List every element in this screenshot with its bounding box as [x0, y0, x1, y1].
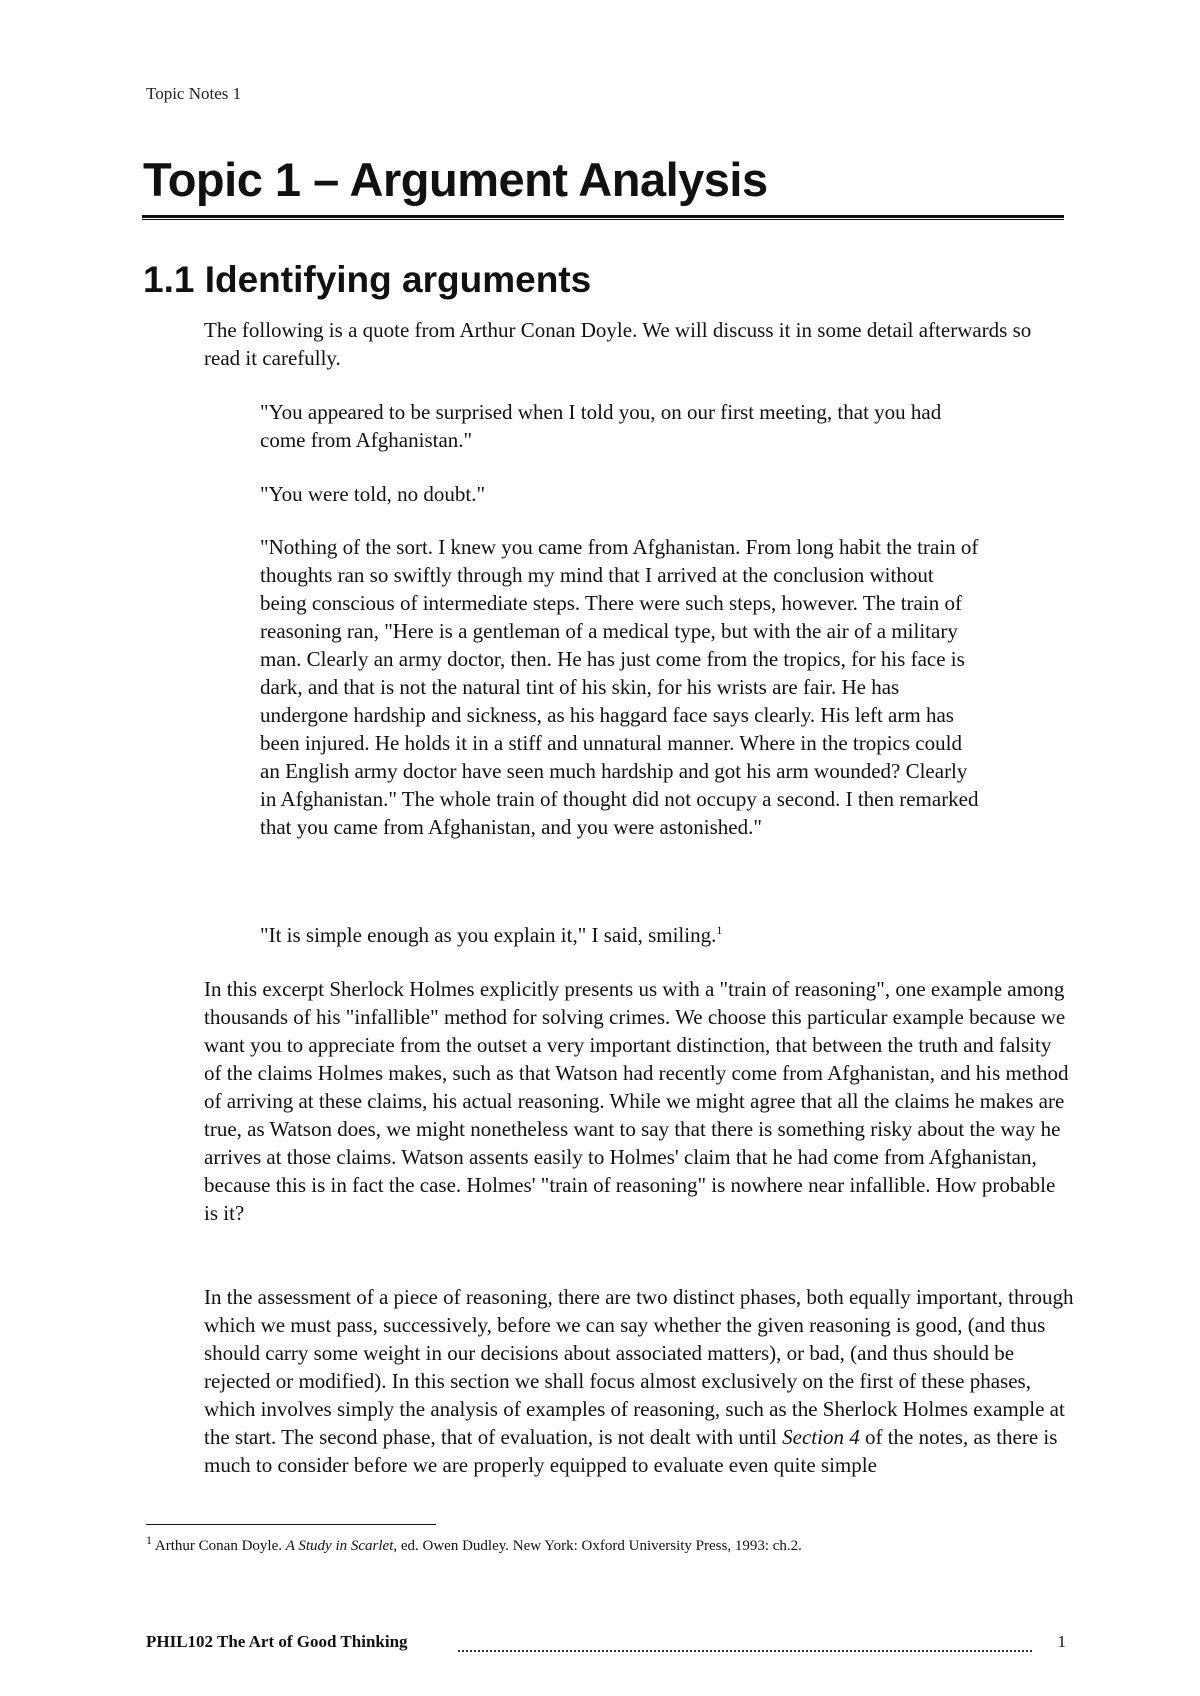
title-underline [142, 215, 1064, 220]
footnote-citation: , ed. Owen Dudley. New York: Oxford University Press, 1993: ch.2. [393, 1538, 802, 1554]
body-paragraph-2 [204, 1283, 1074, 1479]
page-footer [146, 1632, 1066, 1656]
quote-paragraph-4-text: "It is simple enough as you explain it," I said, smiling. [260, 923, 717, 947]
footnote-separator [146, 1524, 436, 1525]
section-reference: Section 4 [782, 1425, 860, 1449]
running-header: Topic Notes 1 [146, 84, 242, 103]
footer-course-title: PHIL102 The Art of Good Thinking [146, 1632, 408, 1651]
footnote [146, 1533, 802, 1555]
footnote-reference[interactable]: 1 [716, 923, 723, 937]
body-paragraph-2-text-b: of the notes, as there is much to consider before we are properly equipped to evaluate even quite simple [204, 1425, 1058, 1477]
quote-paragraph-4 [260, 921, 980, 949]
section-heading: 1.1 Identifying arguments [143, 259, 592, 300]
quote-paragraph-2: "You were told, no doubt." [260, 482, 486, 506]
body-paragraph-2-text-a: In the assessment of a piece of reasoning, there are two distinct phases, both equally important, through which we must pass, successively, before we can say whether the given reasoning is good, (and thus should carry some weight in our decisions about associated matters), or bad, (and thus should be rejected or modified). In this section we shall focus almost exclusively on the first of these phases, which involves simply the analysis of examples of reasoning, such as the Sherlock Holmes example at the start. The second phase, that of evaluation, is not dealt with until [204, 1285, 1074, 1449]
footnote-number: 1 [146, 1533, 152, 1547]
footnote-author: Arthur Conan Doyle. [152, 1538, 286, 1554]
footnote-book-title: A Study in Scarlet [285, 1538, 394, 1554]
intro-paragraph: The following is a quote from Arthur Conan Doyle. We will discuss it in some detail afterwards so read it carefully. [204, 318, 1032, 370]
page-number: 1 [1057, 1632, 1066, 1651]
page-title: Topic 1 – Argument Analysis [143, 153, 768, 206]
quote-paragraph-3: "Nothing of the sort. I knew you came from Afghanistan. From long habit the train of thoughts ran so swiftly through my mind that I arrived at the conclusion without being conscious of intermediate steps. There were such steps, however. The train of reasoning ran, "Here is a gentleman of a medical type, but with the air of a military man. Clearly an army doctor, then. He has just come from the tropics, for his face is dark, and that is not the natural tint of his skin, for his wrists are fair. He has undergone hardship and sickness, as his haggard face says clearly. His left arm has been injured. He holds it in a stiff and unnatural manner. Where in the tropics could an English army doctor have seen much hardship and got his arm wounded? Clearly in Afghanistan." The whole train of thought did not occupy a second. I then remarked that you came from Afghanistan, and you were astonished." [260, 535, 979, 839]
quote-paragraph-1: "You appeared to be surprised when I told you, on our first meeting, that you had come from Afghanistan." [260, 400, 942, 452]
footer-leader-dots [458, 1650, 1032, 1652]
body-paragraph-1: In this excerpt Sherlock Holmes explicitly presents us with a "train of reasoning", one example among thousands of his "infallible" method for solving crimes. We choose this particular example because we want you to appreciate from the outset a very important distinction, that between the truth and falsity of the claims Holmes makes, such as that Watson had recently come from Afghanistan, and his method of arriving at these claims, his actual reasoning. While we might agree that all the claims he makes are true, as Watson does, we might nonetheless want to say that there is something risky about the way he arrives at those claims. Watson assents easily to Holmes' claim that he had come from Afghanistan, because this is in fact the case. Holmes' "train of reasoning" is nowhere near infallible. How probable is it? [204, 977, 1069, 1225]
